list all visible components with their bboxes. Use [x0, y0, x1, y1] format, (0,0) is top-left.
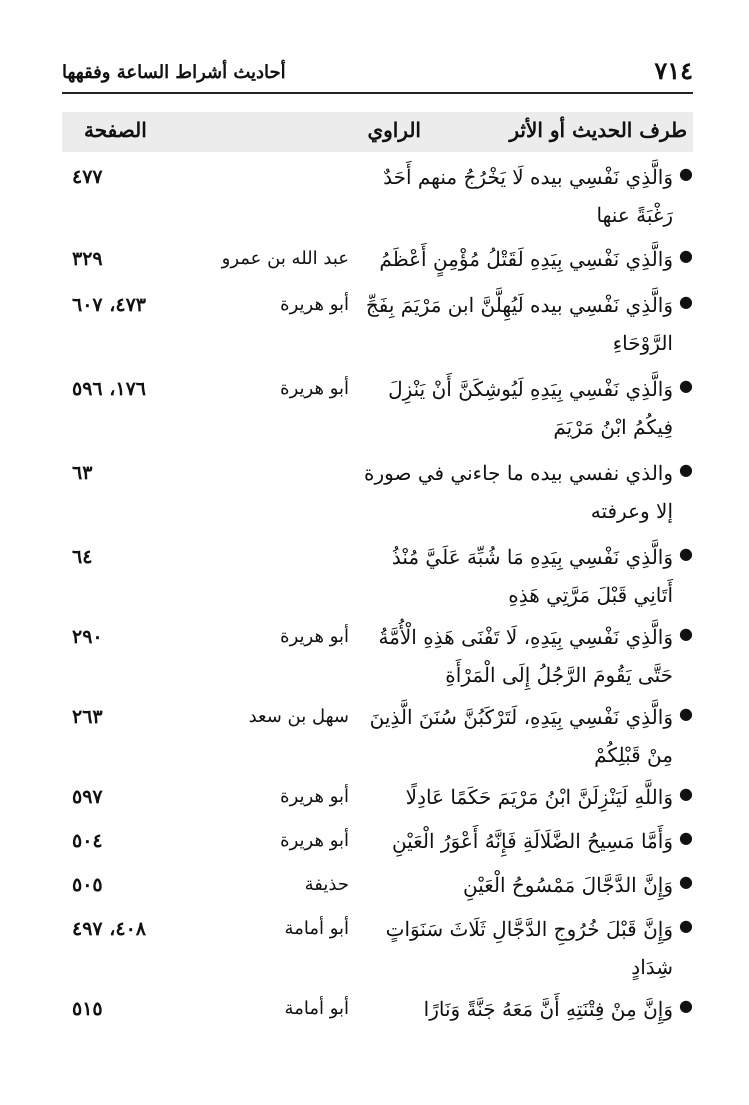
narrator-name: أبو أمامة [284, 998, 349, 1019]
narrator-name: سهل بن سعد [248, 706, 349, 727]
bullet-icon: ● [679, 828, 693, 847]
narrator-name: أبو أمامة [284, 918, 349, 939]
hadith-text: وَالَّذِي نَفْسِي بِيَدِهِ لَقَتْلُ مُؤْمِنٍ أَعْظَمُ [379, 247, 673, 271]
page-references: ٦٤ [72, 546, 93, 568]
index-row [62, 698, 693, 774]
page-references: ٥٠٤ [72, 830, 103, 852]
narrator-name: عبد الله بن عمرو [221, 248, 349, 269]
index-row [62, 286, 693, 362]
bullet-icon: ● [679, 704, 693, 723]
bullet-icon: ● [679, 784, 693, 803]
hadith-text: وَالَّذِي نَفْسِي بِيَدِهِ لَيُوشِكَنَّ أَنْ يَنْزِلَ فِيكُمُ ابْنُ مَرْيَمَ [388, 377, 673, 439]
page-references: ٢٩٠ [72, 626, 103, 648]
page-references: ٢٦٣ [72, 706, 103, 728]
index-row [62, 910, 693, 986]
bullet-icon: ● [679, 872, 693, 891]
bullet-icon: ● [679, 164, 693, 183]
hadith-text: وَالَّذِي نَفْسِي بِيَدِهِ، لَتَرْكَبُنَّ سُنَنَ الَّذِينَ مِنْ قَبْلِكُمْ [369, 705, 673, 767]
column-header-page: الصفحة [84, 118, 147, 142]
hadith-text: وَالَّذِي نَفْسِي بيده لَا يَخْرُجُ منهم أَحَدٌ رَغْبَةً عنها [383, 165, 673, 227]
narrator-name: أبو هريرة [280, 626, 349, 647]
hadith-text: وَإِنَّ قَبْلَ خُرُوجِ الدَّجَّالِ ثَلَاثَ سَنَوَاتٍ شِدَادٍ [385, 917, 673, 979]
narrator-name: حذيفة [304, 874, 349, 895]
hadith-text: وَأَمَّا مَسِيحُ الضَّلَالَةِ فَإِنَّهُ أَعْوَرُ الْعَيْنِ [391, 829, 673, 853]
page-references: ٤٧٧ [72, 166, 103, 188]
page-references: ٦٣ [72, 462, 93, 484]
book-title: أحاديث أشراط الساعة وفقهها [62, 62, 286, 83]
page-references: ٤٧٣، ٦٠٧ [72, 294, 146, 316]
bullet-icon: ● [679, 996, 693, 1015]
hadith-text: وَالَّذِي نَفْسِي بِيَدِهِ مَا شُبِّهَ عَلَيَّ مُنْذُ أَتَانِي قَبْلَ مَرَّتِي هَذِهِ [391, 545, 673, 607]
index-row [62, 454, 693, 530]
page-references: ٥٠٥ [72, 874, 103, 896]
narrator-name: أبو هريرة [280, 830, 349, 851]
index-row [62, 538, 693, 614]
hadith-text: وَالَّذِي نَفْسِي بِيَدِهِ، لَا تَفْنَى هَذِهِ الْأُمَّةُ حَتَّى يَقُومَ الرَّجُلُ إِلَى الْمَرْأَةِ [378, 625, 673, 687]
index-table-header [62, 112, 693, 152]
narrator-name: أبو هريرة [280, 786, 349, 807]
bullet-icon: ● [679, 916, 693, 935]
page-number: ٧١٤ [654, 56, 693, 85]
index-row [62, 158, 693, 234]
hadith-text: وَاللَّهِ لَيَنْزِلَنَّ ابْنُ مَرْيَمَ حَكَمًا عَادِلًا [405, 785, 673, 809]
page-references: ٤٠٨، ٤٩٧ [72, 918, 146, 940]
index-row [62, 618, 693, 694]
narrator-name: أبو هريرة [280, 378, 349, 399]
page-references: ٥٩٧ [72, 786, 103, 808]
bullet-icon: ● [679, 246, 693, 265]
bullet-icon: ● [679, 544, 693, 563]
index-row [62, 370, 693, 446]
hadith-text: والذي نفسي بيده ما جاءني في صورة إلا وعرفته [364, 461, 673, 523]
bullet-icon: ● [679, 624, 693, 643]
column-header-narrator: الراوي [367, 118, 421, 142]
running-head [62, 50, 693, 94]
narrator-name: أبو هريرة [280, 294, 349, 315]
page-references: ١٧٦، ٥٩٦ [72, 378, 146, 400]
bullet-icon: ● [679, 460, 693, 479]
page-references: ٥١٥ [72, 998, 103, 1020]
hadith-text: وَالَّذِي نَفْسِي بيده لَيُهِلَّنَّ ابن مَرْيَمَ بِفَجِّ الرَّوْحَاءِ [365, 293, 673, 355]
column-header-hadith: طرف الحديث أو الأثر [509, 118, 687, 142]
page-references: ٣٢٩ [72, 248, 103, 270]
index-row [62, 990, 693, 1066]
hadith-text: وَإِنَّ مِنْ فِتْنَتِهِ أَنَّ مَعَهُ جَنَّةً وَنَارًا [423, 997, 673, 1021]
bullet-icon: ● [679, 376, 693, 395]
bullet-icon: ● [679, 292, 693, 311]
hadith-text: وَإِنَّ الدَّجَّالَ مَمْسُوحُ الْعَيْنِ [462, 873, 673, 897]
